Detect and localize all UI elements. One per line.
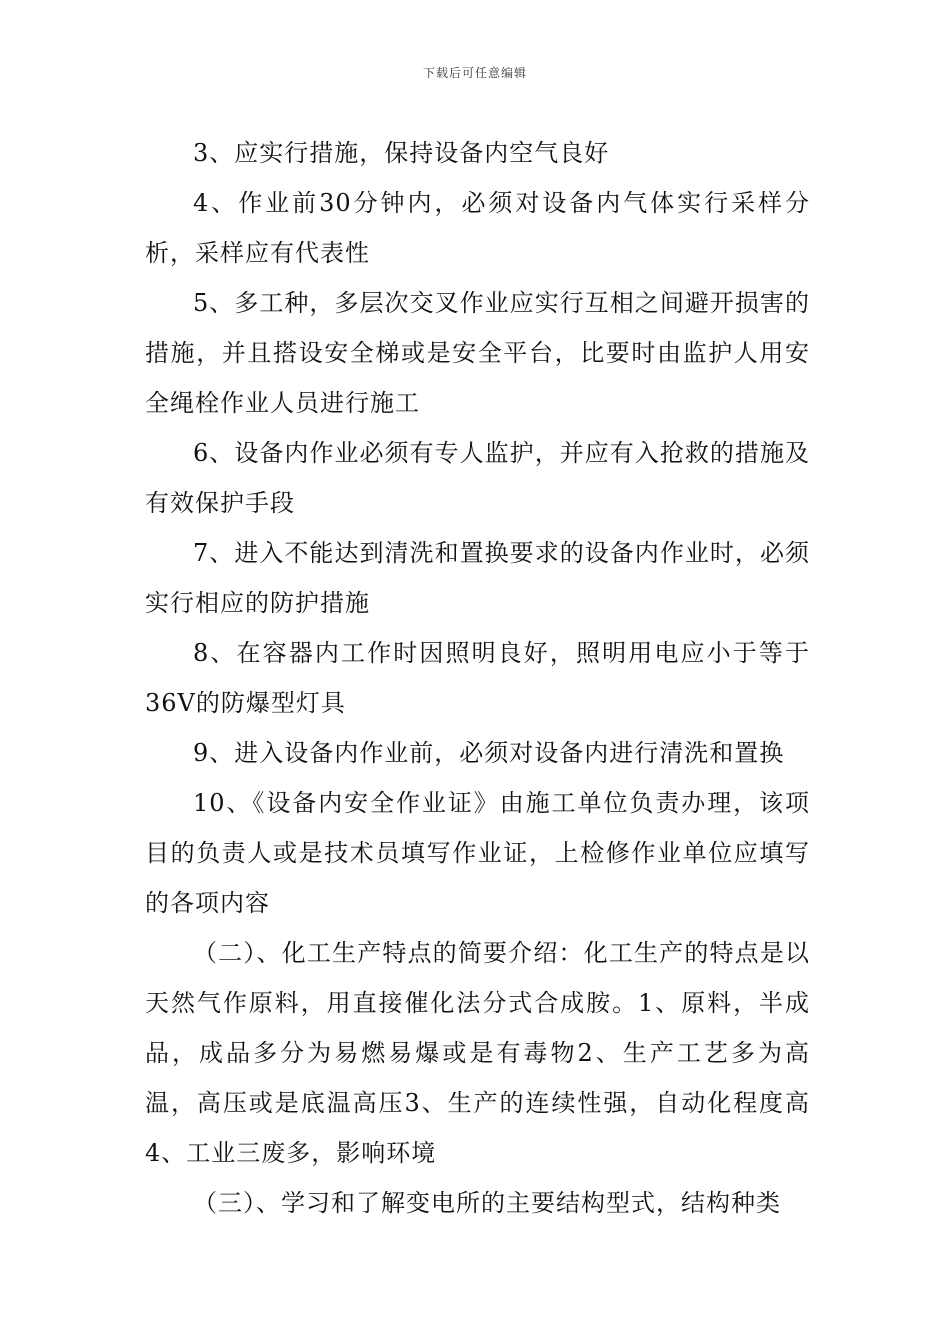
paragraph-item-8: 8、在容器内工作时因照明良好，照明用电应小于等于36V的防爆型灯具	[145, 639, 810, 717]
paragraph-item-5: 5、多工种，多层次交叉作业应实行互相之间避开损害的措施，并且搭设安全梯或是安全平台，比要时由监护人用安全绳栓作业人员进行施工	[145, 289, 810, 417]
paragraph-item-10: 10、《设备内安全作业证》由施工单位负责办理，该项目的负责人或是技术员填写作业证，上检修作业单位应填写的各项内容	[145, 789, 810, 917]
paragraph-section-two: （二）、化工生产特点的简要介绍：化工生产的特点是以天然气作原料，用直接催化法分式合成胺。1、原料，半成品，成品多分为易燃易爆或是有毒物2、生产工艺多为高温，高压或是底温高压3、生产的连续性强，自动化程度高4、工业三废多，影响环境	[145, 939, 810, 1167]
paragraph-item-9: 9、进入设备内作业前，必须对设备内进行清洗和置换	[193, 739, 785, 767]
paragraph-item-7: 7、进入不能达到清洗和置换要求的设备内作业时，必须实行相应的防护措施	[145, 539, 810, 617]
paragraph-item-4: 4、作业前30分钟内，必须对设备内气体实行采样分析，采样应有代表性	[145, 189, 810, 267]
page-header: 下载后可任意编辑	[422, 66, 527, 80]
paragraph-section-three: （三）、学习和了解变电所的主要结构型式，结构种类	[193, 1189, 781, 1217]
paragraph-item-6: 6、设备内作业必须有专人监护，并应有入抢救的措施及有效保护手段	[145, 439, 810, 517]
paragraph-item-3: 3、应实行措施，保持设备内空气良好	[193, 139, 610, 167]
document-body	[145, 128, 810, 1228]
